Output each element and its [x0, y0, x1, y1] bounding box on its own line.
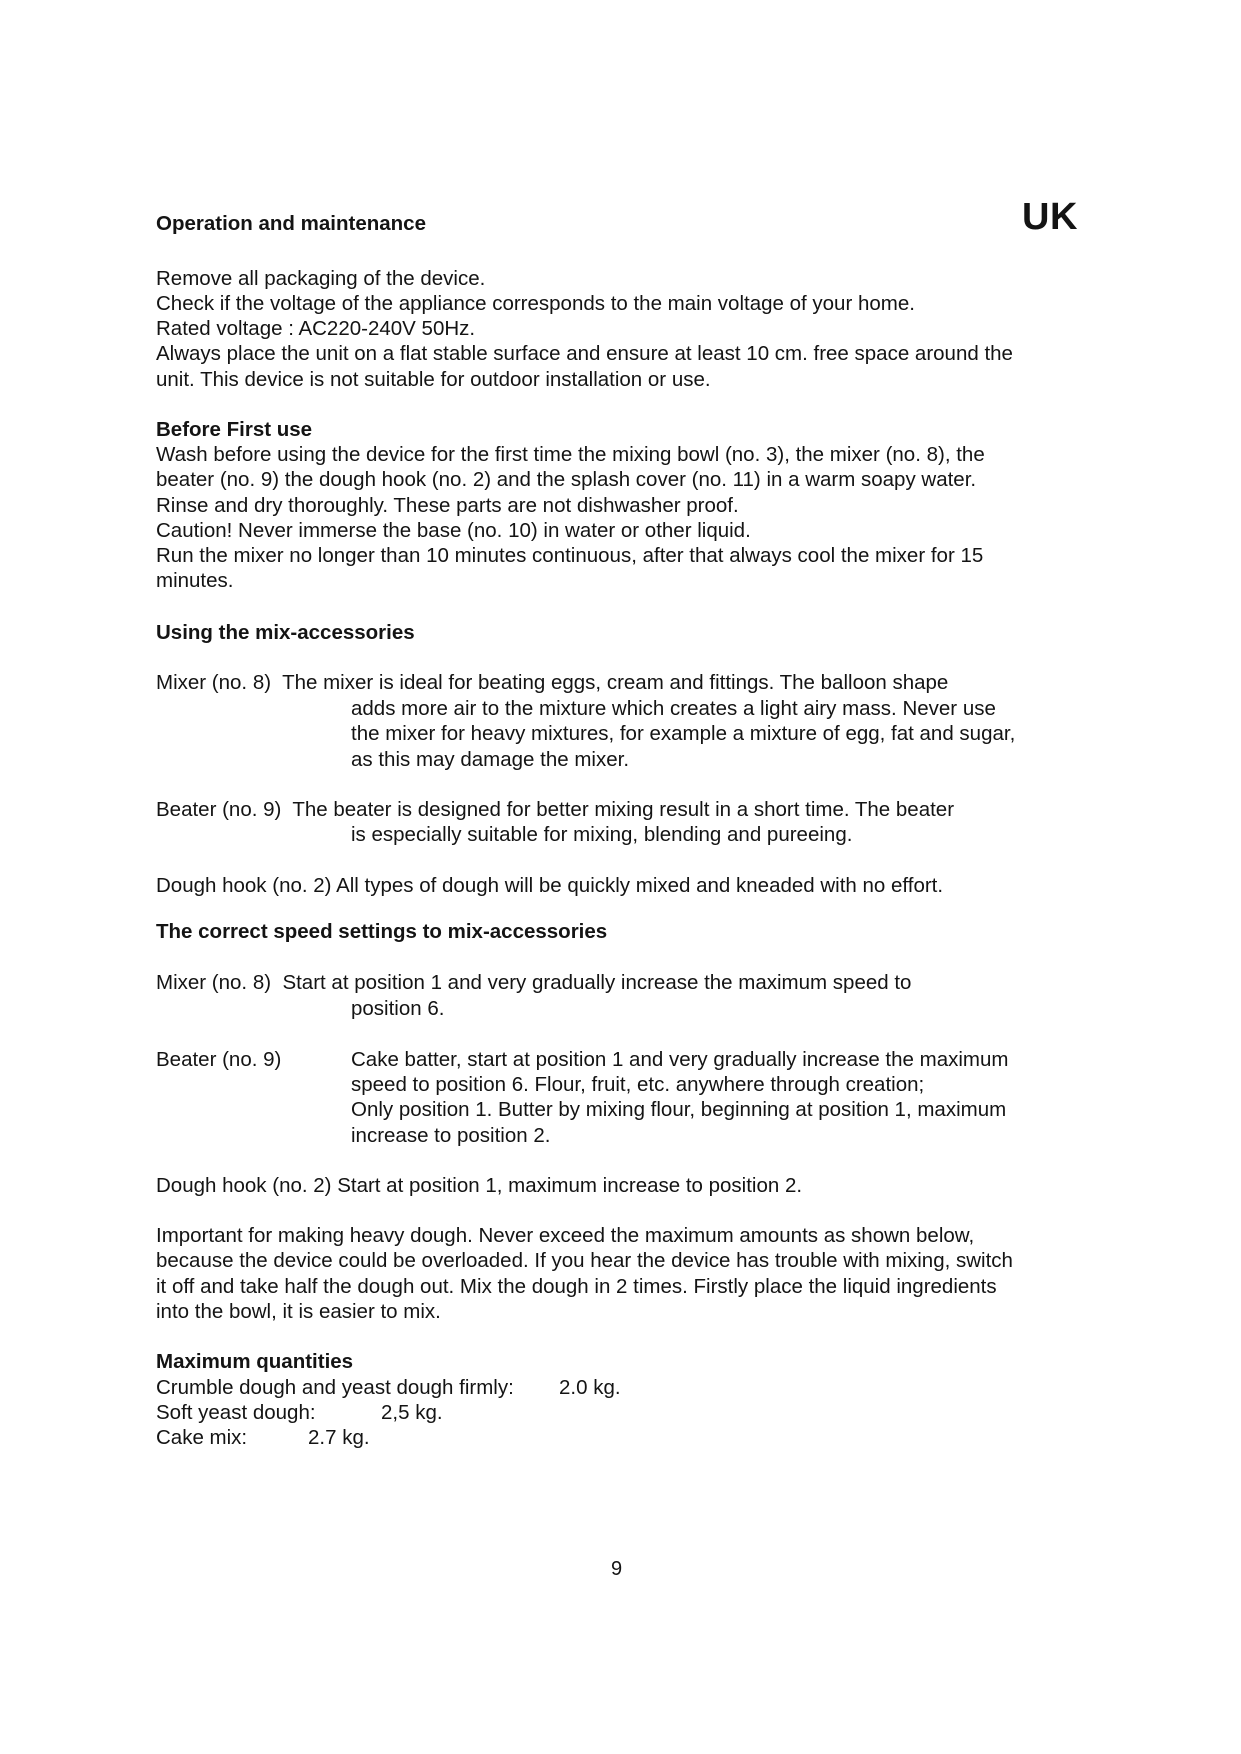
intro-line: unit. This device is not suitable for outdoor installation or use.: [156, 368, 711, 391]
beater-description-line: is especially suitable for mixing, blending and pureeing.: [351, 823, 853, 846]
heading-speed-settings: The correct speed settings to mix-accessories: [156, 920, 608, 943]
beater-description-line: Beater (no. 9) The beater is designed for better mixing result in a short time. The beater: [156, 798, 955, 821]
intro-line: Always place the unit on a flat stable surface and ensure at least 10 cm. free space around the: [156, 342, 1013, 365]
beater-speed-line: speed to position 6. Flour, fruit, etc. anywhere through creation;: [351, 1073, 925, 1096]
quantity-label: Cake mix:: [156, 1426, 248, 1449]
heading-max-quantities: Maximum quantities: [156, 1350, 354, 1373]
quantity-value: 2,5 kg.: [381, 1401, 443, 1424]
dough-hook-description: Dough hook (no. 2) All types of dough will be quickly mixed and kneaded with no effort.: [156, 874, 944, 897]
quantity-value: 2.7 kg.: [308, 1426, 370, 1449]
beater-speed-line: Only position 1. Butter by mixing flour, beginning at position 1, maximum: [351, 1098, 1007, 1121]
beater-speed-line: Cake batter, start at position 1 and very gradually increase the maximum: [351, 1048, 1009, 1071]
heavy-dough-line: because the device could be overloaded. If you hear the device has trouble with mixing, switch: [156, 1249, 1013, 1272]
heading-accessories: Using the mix-accessories: [156, 621, 415, 644]
mixer-speed-line: Mixer (no. 8) Start at position 1 and very gradually increase the maximum speed to: [156, 971, 912, 994]
mixer-speed-line: position 6.: [351, 997, 445, 1020]
first-use-line: Caution! Never immerse the base (no. 10) in water or other liquid.: [156, 519, 751, 542]
intro-line: Check if the voltage of the appliance corresponds to the main voltage of your home.: [156, 292, 915, 315]
dough-hook-speed: Dough hook (no. 2) Start at position 1, maximum increase to position 2.: [156, 1174, 803, 1197]
first-use-line: Run the mixer no longer than 10 minutes continuous, after that always cool the mixer for 15: [156, 544, 984, 567]
quantity-label: Soft yeast dough:: [156, 1401, 316, 1424]
language-badge: UK: [1022, 196, 1078, 238]
first-use-line: Wash before using the device for the first time the mixing bowl (no. 3), the mixer (no. 8), the: [156, 443, 985, 466]
beater-speed-line: increase to position 2.: [351, 1124, 551, 1147]
intro-line: Remove all packaging of the device.: [156, 267, 486, 290]
beater-speed-label: Beater (no. 9): [156, 1048, 282, 1071]
heavy-dough-line: into the bowl, it is easier to mix.: [156, 1300, 441, 1323]
first-use-line: Rinse and dry thoroughly. These parts are not dishwasher proof.: [156, 494, 739, 517]
heavy-dough-line: Important for making heavy dough. Never exceed the maximum amounts as shown below,: [156, 1224, 975, 1247]
mixer-description-line: adds more air to the mixture which creates a light airy mass. Never use: [351, 697, 996, 720]
heavy-dough-line: it off and take half the dough out. Mix the dough in 2 times. Firstly place the liquid ingredients: [156, 1275, 997, 1298]
mixer-description-line: the mixer for heavy mixtures, for example a mixture of egg, fat and sugar,: [351, 722, 1016, 745]
quantity-label: Crumble dough and yeast dough firmly:: [156, 1376, 514, 1399]
page-number: 9: [611, 1558, 623, 1580]
quantity-value: 2.0 kg.: [559, 1376, 621, 1399]
mixer-description-line: as this may damage the mixer.: [351, 748, 630, 771]
first-use-line: beater (no. 9) the dough hook (no. 2) and the splash cover (no. 11) in a warm soapy water.: [156, 468, 977, 491]
intro-line: Rated voltage : AC220-240V 50Hz.: [156, 317, 476, 340]
heading-first-use: Before First use: [156, 418, 313, 441]
section-title-operation: Operation and maintenance: [156, 212, 426, 235]
first-use-line: minutes.: [156, 569, 234, 592]
mixer-description-line: Mixer (no. 8) The mixer is ideal for beating eggs, cream and fittings. The balloon shape: [156, 671, 949, 694]
